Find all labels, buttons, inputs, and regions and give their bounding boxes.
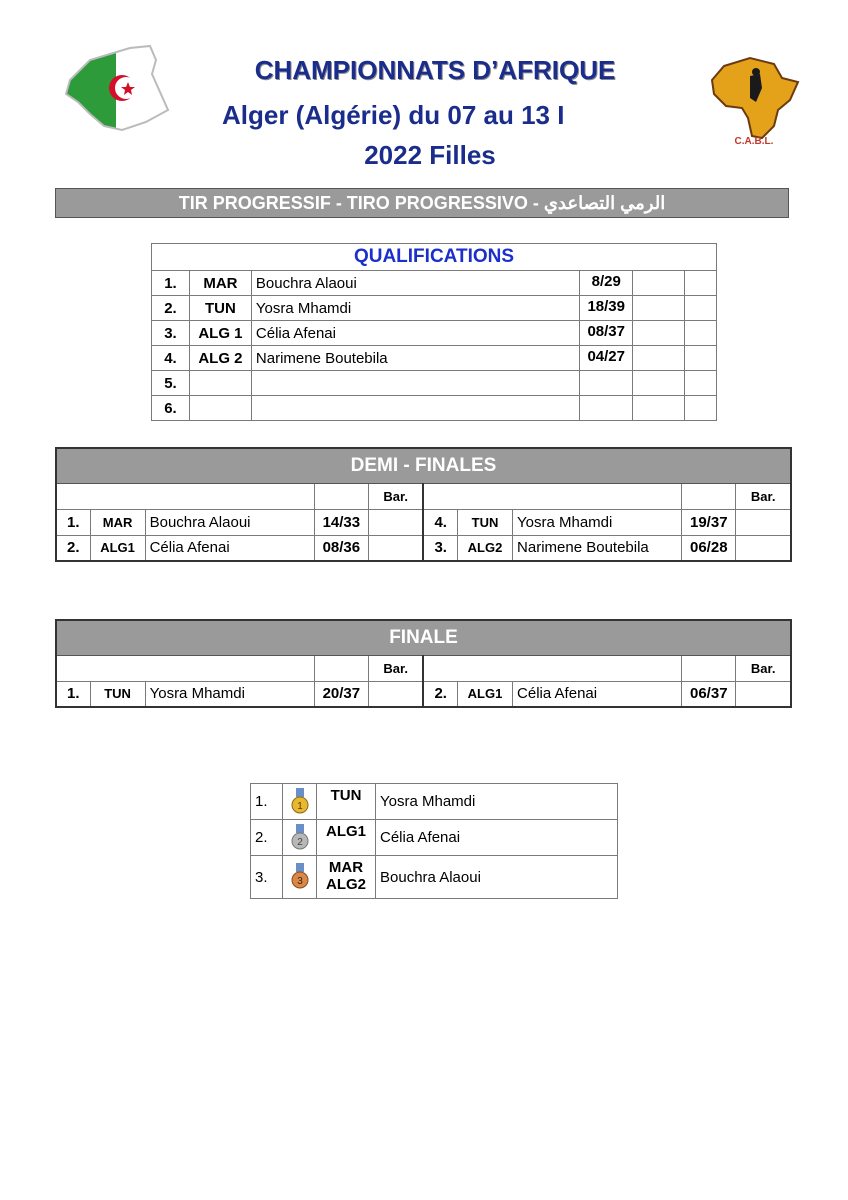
- athlete-name: Narimene Boutebila: [513, 535, 682, 561]
- athlete-name: Célia Afenai: [376, 820, 618, 856]
- empty-header: [314, 655, 368, 681]
- empty-cell: [633, 321, 685, 346]
- athlete-name: Bouchra Alaoui: [145, 509, 314, 535]
- country-code: ALG 1: [189, 321, 251, 346]
- empty-header: [682, 483, 736, 509]
- rank: 6.: [152, 396, 190, 421]
- athlete-name: Célia Afenai: [251, 321, 579, 346]
- country-code: MAR: [328, 859, 364, 876]
- country-code: TUN: [90, 681, 145, 707]
- rank: 3.: [152, 321, 190, 346]
- empty-cell: [633, 346, 685, 371]
- country-codes: [317, 856, 376, 899]
- score: 19/37: [682, 509, 736, 535]
- country-code: ALG1: [317, 820, 376, 856]
- score: 04/27: [580, 346, 633, 371]
- athlete-name: [251, 396, 579, 421]
- score: 20/37: [314, 681, 368, 707]
- podium-table: [250, 783, 618, 899]
- country-code: [189, 396, 251, 421]
- empty-cell: [368, 509, 423, 535]
- athlete-name: Bouchra Alaoui: [251, 271, 579, 296]
- country-code: ALG2: [325, 876, 366, 893]
- empty-header: [314, 483, 368, 509]
- year-category: 2022 Filles: [364, 140, 496, 170]
- athlete-name: Yosra Mhamdi: [251, 296, 579, 321]
- athlete-name: Célia Afenai: [145, 535, 314, 561]
- rank: 2.: [251, 820, 283, 856]
- table-row: [152, 346, 717, 371]
- rank: 1.: [56, 681, 90, 707]
- score: [580, 396, 633, 421]
- score: 08/37: [580, 321, 633, 346]
- rank: 5.: [152, 371, 190, 396]
- empty-cell: [633, 296, 685, 321]
- country-code: MAR: [90, 509, 145, 535]
- country-code: ALG1: [457, 681, 512, 707]
- bronze-medal-icon: [283, 856, 317, 899]
- empty-cell: [736, 509, 791, 535]
- gold-medal-icon: [283, 784, 317, 820]
- empty-cell: [685, 371, 717, 396]
- empty-cell: [633, 371, 685, 396]
- empty-cell: [633, 271, 685, 296]
- semifinals-title: DEMI - FINALES: [56, 448, 791, 483]
- podium-row: [251, 784, 618, 820]
- bar-label: Bar.: [736, 483, 791, 509]
- bar-label: Bar.: [736, 655, 791, 681]
- podium-row: [251, 856, 618, 899]
- championship-title: CHAMPIONNATS D’AFRIQUE: [254, 55, 616, 85]
- rank: 3.: [423, 535, 457, 561]
- athlete-name: Célia Afenai: [513, 681, 682, 707]
- silver-medal-icon: [283, 820, 317, 856]
- empty-header: [56, 655, 314, 681]
- empty-cell: [685, 346, 717, 371]
- table-row: [152, 271, 717, 296]
- logo-text: C.A.B.L.: [734, 136, 774, 147]
- bar-label: Bar.: [368, 483, 423, 509]
- athlete-name: Yosra Mhamdi: [376, 784, 618, 820]
- score: 14/33: [314, 509, 368, 535]
- athlete-name: [251, 371, 579, 396]
- empty-cell: [736, 681, 791, 707]
- rank: 1.: [56, 509, 90, 535]
- empty-cell: [685, 296, 717, 321]
- score: 18/39: [580, 296, 633, 321]
- score: 8/29: [580, 271, 633, 296]
- empty-header: [56, 483, 314, 509]
- discipline-banner: TIR PROGRESSIF - TIRO PROGRESSIVO - الرمي التصاعدي: [55, 188, 789, 218]
- table-row: [152, 371, 717, 396]
- empty-cell: [685, 321, 717, 346]
- semifinals-table: [55, 447, 792, 562]
- empty-header: [682, 655, 736, 681]
- empty-header: [423, 483, 681, 509]
- empty-header: [423, 655, 681, 681]
- medal-number: 3: [296, 876, 303, 887]
- rank: 1.: [251, 784, 283, 820]
- bar-label: Bar.: [368, 655, 423, 681]
- athlete-name: Narimene Boutebila: [251, 346, 579, 371]
- country-code: MAR: [189, 271, 251, 296]
- rank: 3.: [251, 856, 283, 899]
- country-code: ALG1: [90, 535, 145, 561]
- final-title: FINALE: [56, 620, 791, 655]
- athlete-name: Yosra Mhamdi: [145, 681, 314, 707]
- match-row: [56, 535, 791, 561]
- score: 06/28: [682, 535, 736, 561]
- score: [580, 371, 633, 396]
- empty-cell: [368, 535, 423, 561]
- empty-cell: [633, 396, 685, 421]
- empty-cell: [685, 396, 717, 421]
- cabl-africa-logo: [704, 52, 804, 148]
- country-code: TUN: [457, 509, 512, 535]
- country-code: ALG2: [457, 535, 512, 561]
- medal-number: 1: [296, 800, 303, 812]
- location-dates: Alger (Algérie) du 07 au 13 I: [222, 100, 565, 130]
- athlete-name: Bouchra Alaoui: [376, 856, 618, 899]
- score: 08/36: [314, 535, 368, 561]
- column-header-row: [56, 483, 791, 509]
- column-header-row: [56, 655, 791, 681]
- rank: 4.: [152, 346, 190, 371]
- empty-cell: [736, 535, 791, 561]
- algeria-flag-map-logo: [60, 40, 172, 132]
- country-code: ALG 2: [189, 346, 251, 371]
- rank: 2.: [423, 681, 457, 707]
- country-code: [189, 371, 251, 396]
- medal-number: 2: [296, 836, 303, 848]
- final-table: [55, 619, 792, 708]
- podium-row: [251, 820, 618, 856]
- rank: 2.: [152, 296, 190, 321]
- empty-cell: [685, 271, 717, 296]
- athlete-name: Yosra Mhamdi: [513, 509, 682, 535]
- rank: 4.: [423, 509, 457, 535]
- score: 06/37: [682, 681, 736, 707]
- table-row: [152, 396, 717, 421]
- qualifications-title: QUALIFICATIONS: [152, 244, 717, 271]
- rank: 2.: [56, 535, 90, 561]
- country-code: TUN: [317, 784, 376, 820]
- qualifications-table: [151, 243, 717, 421]
- country-code: TUN: [189, 296, 251, 321]
- match-row: [56, 509, 791, 535]
- empty-cell: [368, 681, 423, 707]
- table-row: [152, 296, 717, 321]
- table-row: [152, 321, 717, 346]
- match-row: [56, 681, 791, 707]
- rank: 1.: [152, 271, 190, 296]
